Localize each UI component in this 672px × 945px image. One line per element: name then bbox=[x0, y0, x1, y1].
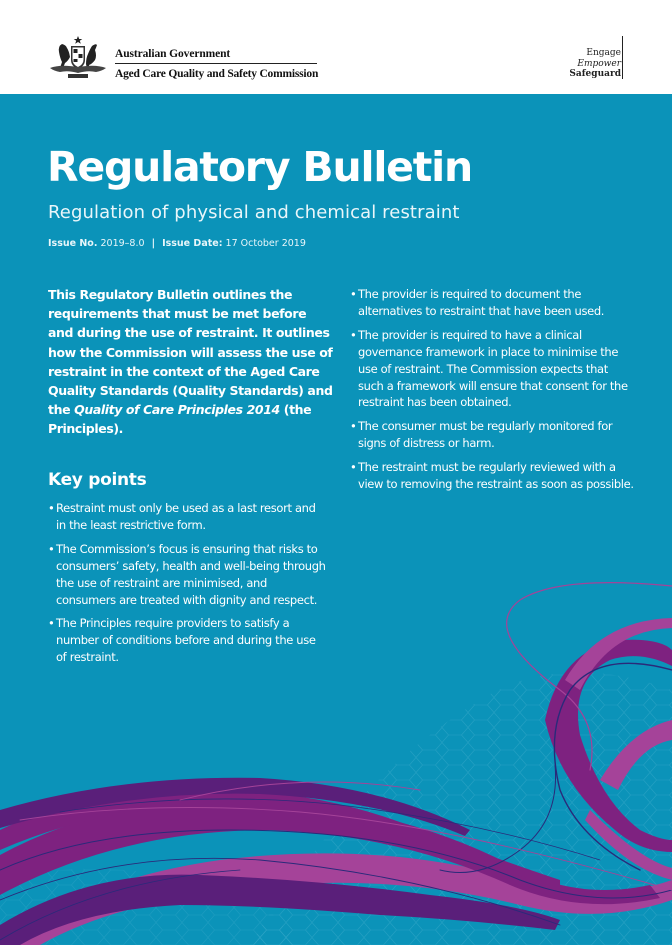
list-item bbox=[48, 541, 328, 609]
key-points-list-right bbox=[350, 286, 635, 500]
bullet-text: Restraint must only be used as a last resort and in the least restrictive form. bbox=[56, 501, 316, 532]
list-item bbox=[350, 286, 635, 320]
intro-text: This Regulatory Bulletin outlines the requirements that must be met before and during the use of restraint. It outlines how the Commission will assess the use of restraint in the context of the Aged Care Quality Standards (Quality Standards) and the bbox=[48, 287, 333, 418]
header bbox=[0, 0, 672, 94]
issue-number-label: Issue No. bbox=[48, 238, 98, 249]
bullet-text: The restraint must be regularly reviewed with a view to removing the restraint as soon as possible. bbox=[358, 460, 634, 492]
bullet-icon: • bbox=[350, 287, 357, 301]
tagline-empower: Empower bbox=[577, 58, 621, 69]
bullet-icon: • bbox=[48, 501, 55, 515]
intro-text-end: (the Principles). bbox=[48, 402, 312, 437]
bullet-text: The Commission’s focus is ensuring that risks to consumers’ safety, health and well-being through the use of restraint are minimised, and consumers are treated with dignity and respect. bbox=[56, 541, 326, 607]
bullet-icon: • bbox=[350, 460, 357, 475]
tagline-divider bbox=[622, 36, 623, 79]
intro-paragraph bbox=[48, 285, 333, 439]
coat-of-arms-icon bbox=[46, 34, 110, 82]
bullet-text: The Principles require providers to satisfy a number of conditions before and during the use of restraint. bbox=[56, 616, 316, 665]
org-name: Australian Government bbox=[115, 48, 231, 60]
logo-divider bbox=[115, 63, 317, 64]
bullet-text: The provider is required to have a clinical governance framework in place to minimise the use of restraint. The Commission expects that such a framework will ensure that consent for the restraint has been obtained. bbox=[358, 327, 628, 410]
list-item bbox=[350, 459, 635, 493]
government-logotype bbox=[115, 47, 317, 81]
tagline-engage: Engage bbox=[586, 48, 621, 58]
intro-italic-title: Quality of Care Principles 2014 bbox=[74, 402, 280, 418]
list-item bbox=[350, 418, 635, 452]
bullet-icon: • bbox=[48, 616, 55, 631]
list-item bbox=[350, 327, 635, 412]
commission-name: Aged Care Quality and Safety Commission bbox=[115, 68, 319, 80]
tagline bbox=[569, 48, 621, 80]
issue-date-label: Issue Date: bbox=[162, 238, 223, 249]
page-title: Regulatory Bulletin bbox=[47, 143, 473, 191]
issue-separator: | bbox=[151, 238, 156, 249]
tagline-safeguard: Safeguard bbox=[569, 69, 621, 79]
list-item bbox=[48, 615, 328, 666]
issue-date: 17 October 2019 bbox=[225, 238, 306, 249]
key-points-list-left bbox=[48, 500, 328, 673]
issue-number: 2019–8.0 bbox=[100, 238, 145, 249]
key-points-heading: Key points bbox=[48, 470, 147, 490]
bullet-text: The consumer must be regularly monitored for signs of distress or harm. bbox=[358, 419, 613, 451]
bullet-icon: • bbox=[350, 327, 357, 342]
list-item bbox=[48, 500, 328, 534]
page-subtitle: Regulation of physical and chemical restraint bbox=[48, 202, 460, 223]
bullet-icon: • bbox=[48, 541, 55, 556]
bullet-icon: • bbox=[350, 419, 357, 434]
issue-info bbox=[48, 238, 306, 249]
bullet-text: The provider is required to document the alternatives to restraint that have been used. bbox=[358, 287, 605, 318]
